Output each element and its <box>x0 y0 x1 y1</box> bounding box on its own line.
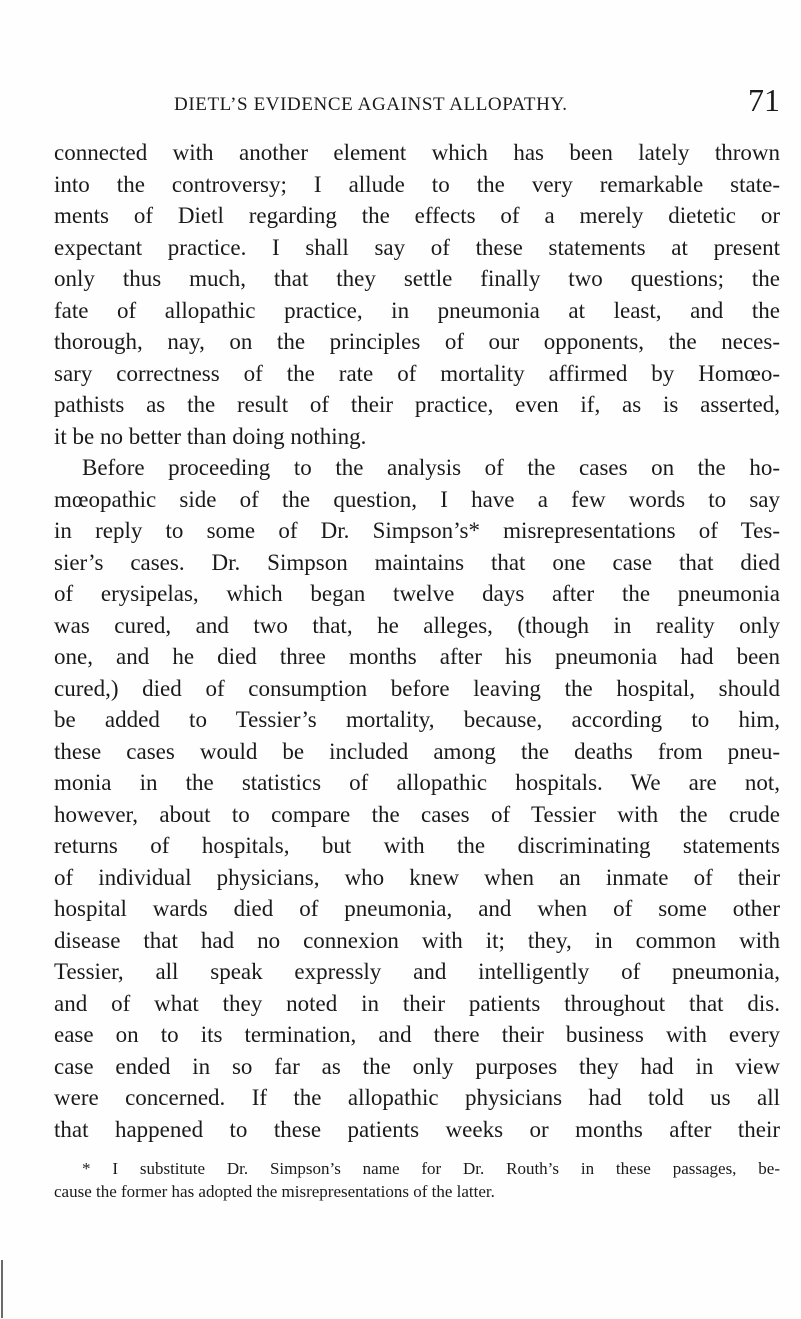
text-line: expectant practice. I shall say of these statements at present <box>54 234 780 260</box>
text-line: were concerned. If the allopathic physicians had told us all <box>54 1085 780 1110</box>
text-line: one, and he died three months after his pneumonia had been <box>54 644 780 669</box>
text-line: be added to Tessier’s mortality, because, according to him, <box>54 707 780 732</box>
body-text <box>54 137 780 1145</box>
text-line: Tessier, all speak expressly and intelligently of pneumonia, <box>54 959 780 984</box>
text-line: these cases would be included among the deaths from pneu- <box>54 738 780 764</box>
text-line: of erysipelas, which began twelve days after the pneumonia <box>54 581 780 606</box>
text-line: sier’s cases. Dr. Simpson maintains that one case that died <box>54 549 780 575</box>
text-line: however, about to compare the cases of Tessier with the crude <box>54 801 780 827</box>
text-line: and of what they noted in their patients throughout that dis. <box>54 990 780 1016</box>
text-line: thorough, nay, on the principles of our opponents, the neces- <box>54 329 780 354</box>
text-line: case ended in so far as the only purposes they had in view <box>54 1053 780 1079</box>
footnote <box>54 1157 780 1203</box>
footnote-line: * I substitute Dr. Simpson’s name for Dr. Routh’s in these passages, be- <box>82 1159 780 1178</box>
text-line: ments of Dietl regarding the effects of a merely dietetic or <box>54 203 780 228</box>
text-line: only thus much, that they settle finally two questions; the <box>54 266 780 291</box>
text-line: mœopathic side of the question, I have a few words to say <box>54 486 780 512</box>
footnote-line: cause the former has adopted the misrepresentations of the latter. <box>54 1182 495 1201</box>
text-line: ease on to its termination, and there their business with every <box>54 1022 780 1047</box>
text-line: disease that had no connexion with it; they, in common with <box>54 927 780 953</box>
text-line: returns of hospitals, but with the discriminating statements <box>54 833 780 858</box>
text-line: Before proceeding to the analysis of the cases on the ho- <box>82 455 780 480</box>
text-line: that happened to these patients weeks or months after their <box>54 1116 780 1142</box>
running-head <box>54 82 780 124</box>
text-line: into the controversy; I allude to the very remarkable state- <box>54 171 780 197</box>
text-line: hospital wards died of pneumonia, and when of some other <box>54 896 780 921</box>
text-line: in reply to some of Dr. Simpson’s* misrepresentations of Tes- <box>54 518 780 543</box>
text-line: connected with another element which has been lately thrown <box>54 140 780 165</box>
text-line: of individual physicians, who knew when an inmate of their <box>54 864 780 890</box>
text-line: monia in the statistics of allopathic hospitals. We are not, <box>54 770 780 795</box>
text-line: it be no better than doing nothing. <box>54 423 367 449</box>
text-line: cured,) died of consumption before leaving the hospital, should <box>54 675 780 701</box>
page-number: 71 <box>748 82 780 118</box>
text-line: fate of allopathic practice, in pneumonia at least, and the <box>54 297 780 323</box>
text-line: was cured, and two that, he alleges, (though in reality only <box>54 612 780 638</box>
running-title: DIETL’S EVIDENCE AGAINST ALLOPATHY. <box>174 94 568 115</box>
scan-edge-mark <box>1 1260 3 1318</box>
text-line: pathists as the result of their practice, even if, as is asserted, <box>54 392 780 417</box>
text-line: sary correctness of the rate of mortality affirmed by Homœo- <box>54 360 780 386</box>
